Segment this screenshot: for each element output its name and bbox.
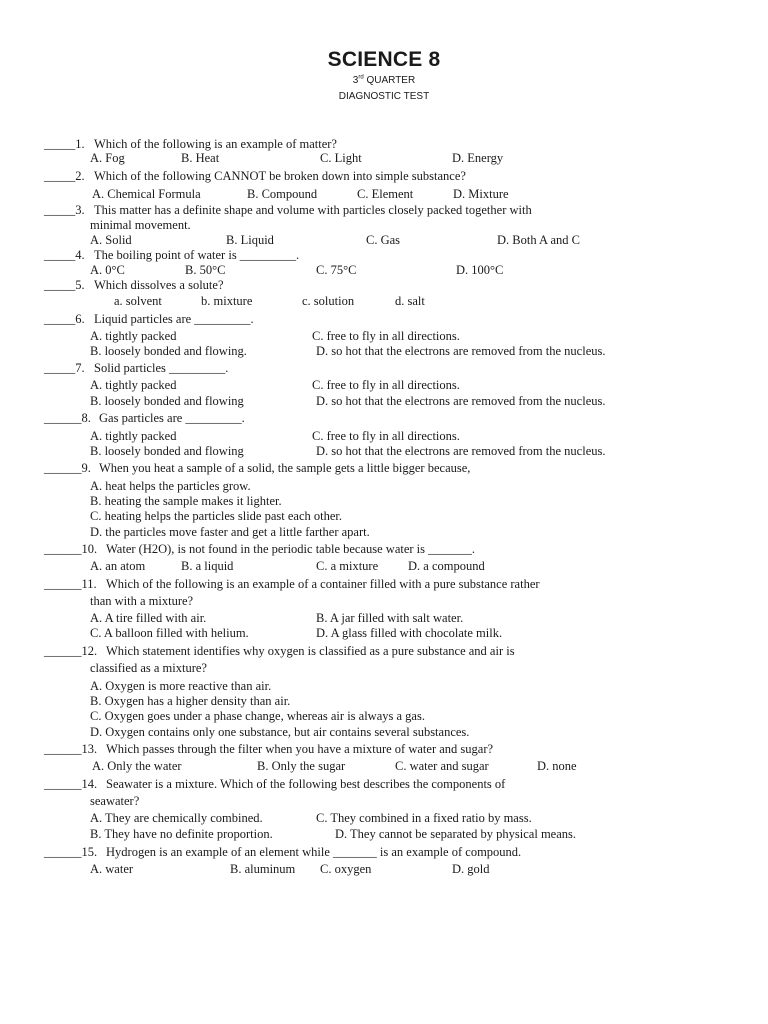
option-b: B. Liquid <box>226 233 274 247</box>
option-a: A. tightly packed <box>90 378 177 392</box>
option-a: A. an atom <box>90 559 146 573</box>
option-c: C. Light <box>320 151 362 165</box>
option-b: B. Compound <box>247 187 318 201</box>
question-number: _____2. <box>44 169 85 183</box>
option-b: B. A jar filled with salt water. <box>316 611 464 625</box>
quarter-suffix: rd <box>358 74 364 81</box>
answer-blank: ______ <box>44 644 82 658</box>
option-d: D. so hot that the electrons are removed from the nucleus. <box>316 344 606 358</box>
option-a: A. They are chemically combined. <box>90 811 263 825</box>
option-a: A. Chemical Formula <box>92 187 201 201</box>
question-number: _____1. <box>44 137 85 151</box>
option-c: C. free to fly in all directions. <box>312 378 460 392</box>
option-a: A. A tire filled with air. <box>90 611 207 625</box>
quarter-word: QUARTER <box>366 75 416 86</box>
page-subtitle: DIAGNOSTIC TEST <box>338 91 430 102</box>
option-b: B. Heat <box>181 151 220 165</box>
option-d: d. salt <box>395 294 425 308</box>
option-d: D. 100°C <box>456 263 504 277</box>
question-text-cont: classified as a mixture? <box>90 661 207 675</box>
question-text: Seawater is a mixture. Which of the following best describes the components of <box>106 777 506 791</box>
option-d: D. a compound <box>408 559 485 573</box>
answer-blank: _____ <box>44 203 76 217</box>
question-text: Which of the following is an example of matter? <box>94 137 337 151</box>
question-text: Which passes through the filter when you have a mixture of water and sugar? <box>106 742 494 756</box>
option-a: A. Only the water <box>92 759 182 773</box>
option-d: D. so hot that the electrons are removed from the nucleus. <box>316 444 606 458</box>
quarter-label <box>0 75 768 86</box>
option-d: D. so hot that the electrons are removed from the nucleus. <box>316 394 606 408</box>
question-number: ______8. <box>44 411 91 425</box>
option-d: D. Both A and C <box>497 233 580 247</box>
option-a: A. tightly packed <box>90 329 177 343</box>
question-text-cont: minimal movement. <box>90 218 191 232</box>
answer-blank: ______ <box>44 777 82 791</box>
option-c: C. water and sugar <box>395 759 489 773</box>
option-b: b. mixture <box>201 294 253 308</box>
option-a: A. Oxygen is more reactive than air. <box>90 679 272 693</box>
option-b: B. 50°C <box>185 263 226 277</box>
option-c: C. a mixture <box>316 559 379 573</box>
option-c: C. Oxygen goes under a phase change, whereas air is always a gas. <box>90 709 425 723</box>
option-c: C. Element <box>357 187 414 201</box>
answer-blank: ______ <box>44 542 82 556</box>
option-b: B. aluminum <box>230 862 296 876</box>
option-b: B. Oxygen has a higher density than air. <box>90 694 291 708</box>
option-d: D. none <box>537 759 577 773</box>
option-d: D. Energy <box>452 151 504 165</box>
option-c: C. heating helps the particles slide past each other. <box>90 509 343 523</box>
question-number: ______15. <box>44 845 98 859</box>
question-text-cont: than with a mixture? <box>90 594 194 608</box>
option-b: B. loosely bonded and flowing <box>90 394 244 408</box>
question-number: ______14. <box>44 777 98 791</box>
option-a: A. heat helps the particles grow. <box>90 479 251 493</box>
option-c: C. free to fly in all directions. <box>312 429 460 443</box>
question-number: _____7. <box>44 361 85 375</box>
question-text: Hydrogen is an example of an element while _______ is an example of compound. <box>106 845 522 859</box>
option-d: D. gold <box>452 862 490 876</box>
option-d: D. A glass filled with chocolate milk. <box>316 626 503 640</box>
answer-blank: _____ <box>44 137 76 151</box>
option-a: A. Solid <box>90 233 132 247</box>
option-b: B. Only the sugar <box>257 759 346 773</box>
option-a: A. Fog <box>90 151 125 165</box>
question-text: Which statement identifies why oxygen is classified as a pure substance and air is <box>106 644 515 658</box>
question-number: ______10. <box>44 542 98 556</box>
answer-blank: _____ <box>44 169 76 183</box>
answer-blank: ______ <box>44 411 82 425</box>
question-number: _____4. <box>44 248 85 262</box>
option-b: B. They have no definite proportion. <box>90 827 273 841</box>
question-number: ______9. <box>44 461 91 475</box>
option-c: C. 75°C <box>316 263 357 277</box>
option-c: C. oxygen <box>320 862 372 876</box>
answer-blank: _____ <box>44 361 76 375</box>
answer-blank: ______ <box>44 461 82 475</box>
option-d: D. Oxygen contains only one substance, but air contains several substances. <box>90 725 470 739</box>
question-text: Which dissolves a solute? <box>94 278 224 292</box>
question-text: Which of the following is an example of a container filled with a pure substance rather <box>106 577 540 591</box>
option-a: A. water <box>90 862 134 876</box>
question-number: ______11. <box>44 577 97 591</box>
option-d: D. the particles move faster and get a little farther apart. <box>90 525 370 539</box>
question-text-cont: seawater? <box>90 794 140 808</box>
question-number: ______13. <box>44 742 98 756</box>
question-number: ______12. <box>44 644 98 658</box>
answer-blank: _____ <box>44 312 76 326</box>
question-text: The boiling point of water is _________. <box>94 248 300 262</box>
question-text: Water (H2O), is not found in the periodic table because water is _______. <box>106 542 476 556</box>
option-d: D. They cannot be separated by physical means. <box>335 827 577 841</box>
option-c: c. solution <box>302 294 355 308</box>
option-b: B. loosely bonded and flowing. <box>90 344 247 358</box>
question-text: Liquid particles are _________. <box>94 312 254 326</box>
answer-blank: _____ <box>44 248 76 262</box>
question-number: _____3. <box>44 203 85 217</box>
answer-blank: ______ <box>44 742 82 756</box>
option-d: D. Mixture <box>453 187 509 201</box>
option-a: a. solvent <box>114 294 162 308</box>
option-a: A. tightly packed <box>90 429 177 443</box>
option-c: C. A balloon filled with helium. <box>90 626 249 640</box>
answer-blank: _____ <box>44 278 76 292</box>
option-c: C. They combined in a fixed ratio by mass. <box>316 811 532 825</box>
question-text: When you heat a sample of a solid, the sample gets a little bigger because, <box>99 461 471 475</box>
question-text: Gas particles are _________. <box>99 411 245 425</box>
option-c: C. Gas <box>366 233 401 247</box>
page-title: SCIENCE 8 <box>327 48 441 71</box>
question-text: This matter has a definite shape and volume with particles closely packed together with <box>94 203 532 217</box>
option-a: A. 0°C <box>90 263 125 277</box>
question-number: _____5. <box>44 278 85 292</box>
option-b: B. heating the sample makes it lighter. <box>90 494 282 508</box>
option-c: C. free to fly in all directions. <box>312 329 460 343</box>
question-number: _____6. <box>44 312 85 326</box>
quarter-number: 3 <box>352 75 359 86</box>
answer-blank: ______ <box>44 577 82 591</box>
option-b: B. loosely bonded and flowing <box>90 444 244 458</box>
option-b: B. a liquid <box>181 559 234 573</box>
question-text: Which of the following CANNOT be broken down into simple substance? <box>94 169 466 183</box>
answer-blank: ______ <box>44 845 82 859</box>
question-text: Solid particles _________. <box>94 361 229 375</box>
